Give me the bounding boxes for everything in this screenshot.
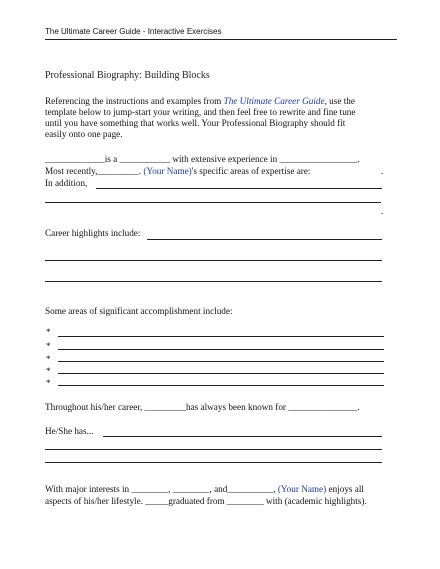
he-she-has-label: He/She has...	[45, 426, 94, 436]
fill-line[interactable]	[96, 188, 382, 189]
fill-line[interactable]	[45, 462, 382, 463]
interests-line-2: aspects of his/her lifestyle. _____graduated from ________ with (academic highlights).	[45, 496, 367, 506]
page-header: The Ultimate Career Guide - Interactive Exercises	[45, 27, 397, 40]
fill-line[interactable]	[103, 436, 382, 437]
fill-line[interactable]	[58, 373, 384, 374]
bullet-1: *	[46, 327, 51, 337]
fill-line[interactable]	[45, 202, 381, 203]
fill-line[interactable]	[45, 449, 382, 450]
bio-line-2-end: .	[381, 166, 384, 176]
bio-text: 's specific areas of expertise are:	[191, 166, 311, 176]
intro-line-1	[45, 96, 355, 107]
fill-line[interactable]	[58, 385, 384, 386]
intro-text: , use the	[324, 96, 355, 106]
bio-line-3-label: In addition,	[45, 178, 88, 188]
your-name-placeholder: (Your Name)	[143, 166, 192, 176]
interests-line-1	[45, 484, 364, 495]
fill-line[interactable]	[58, 336, 384, 337]
fill-line[interactable]	[45, 281, 382, 282]
fill-line[interactable]	[45, 260, 382, 261]
bullet-5: *	[46, 378, 51, 388]
bullet-2: *	[46, 341, 51, 351]
bio-text: Most recently,_________.	[45, 166, 142, 176]
fill-line[interactable]	[147, 239, 382, 240]
bio-end-dot: .	[381, 206, 384, 216]
accomplishments-label: Some areas of significant accomplishment include:	[45, 306, 233, 316]
intro-line-3: until you have something that works well. Your Professional Biography should fit	[45, 118, 346, 128]
intro-line-2: template below to jump-start your writing, and then feel free to rewrite and fine tune	[45, 107, 356, 117]
fill-line[interactable]	[58, 361, 384, 362]
your-name-placeholder: (Your Name)	[277, 484, 327, 494]
bio-line-2	[45, 166, 310, 177]
bullet-4: *	[46, 366, 51, 376]
interests-text: enjoys all	[328, 484, 364, 494]
bullet-3: *	[46, 354, 51, 364]
intro-line-4: easily onto one page.	[45, 129, 123, 139]
bio-line-1: _____________is a ___________ with extensive experience in _________________.	[45, 154, 360, 164]
career-highlights-label: Career highlights include:	[45, 228, 141, 238]
section-title: Professional Biography: Building Blocks	[45, 70, 210, 81]
known-for-line: Throughout his/her career, _________has always been known for _______________.	[45, 402, 360, 412]
intro-text: Referencing the instructions and examples from	[45, 96, 224, 106]
interests-text: With major interests in ________, ________, and__________,	[45, 484, 276, 494]
guide-title: The Ultimate Career Guide	[223, 96, 325, 106]
fill-line[interactable]	[58, 349, 384, 350]
